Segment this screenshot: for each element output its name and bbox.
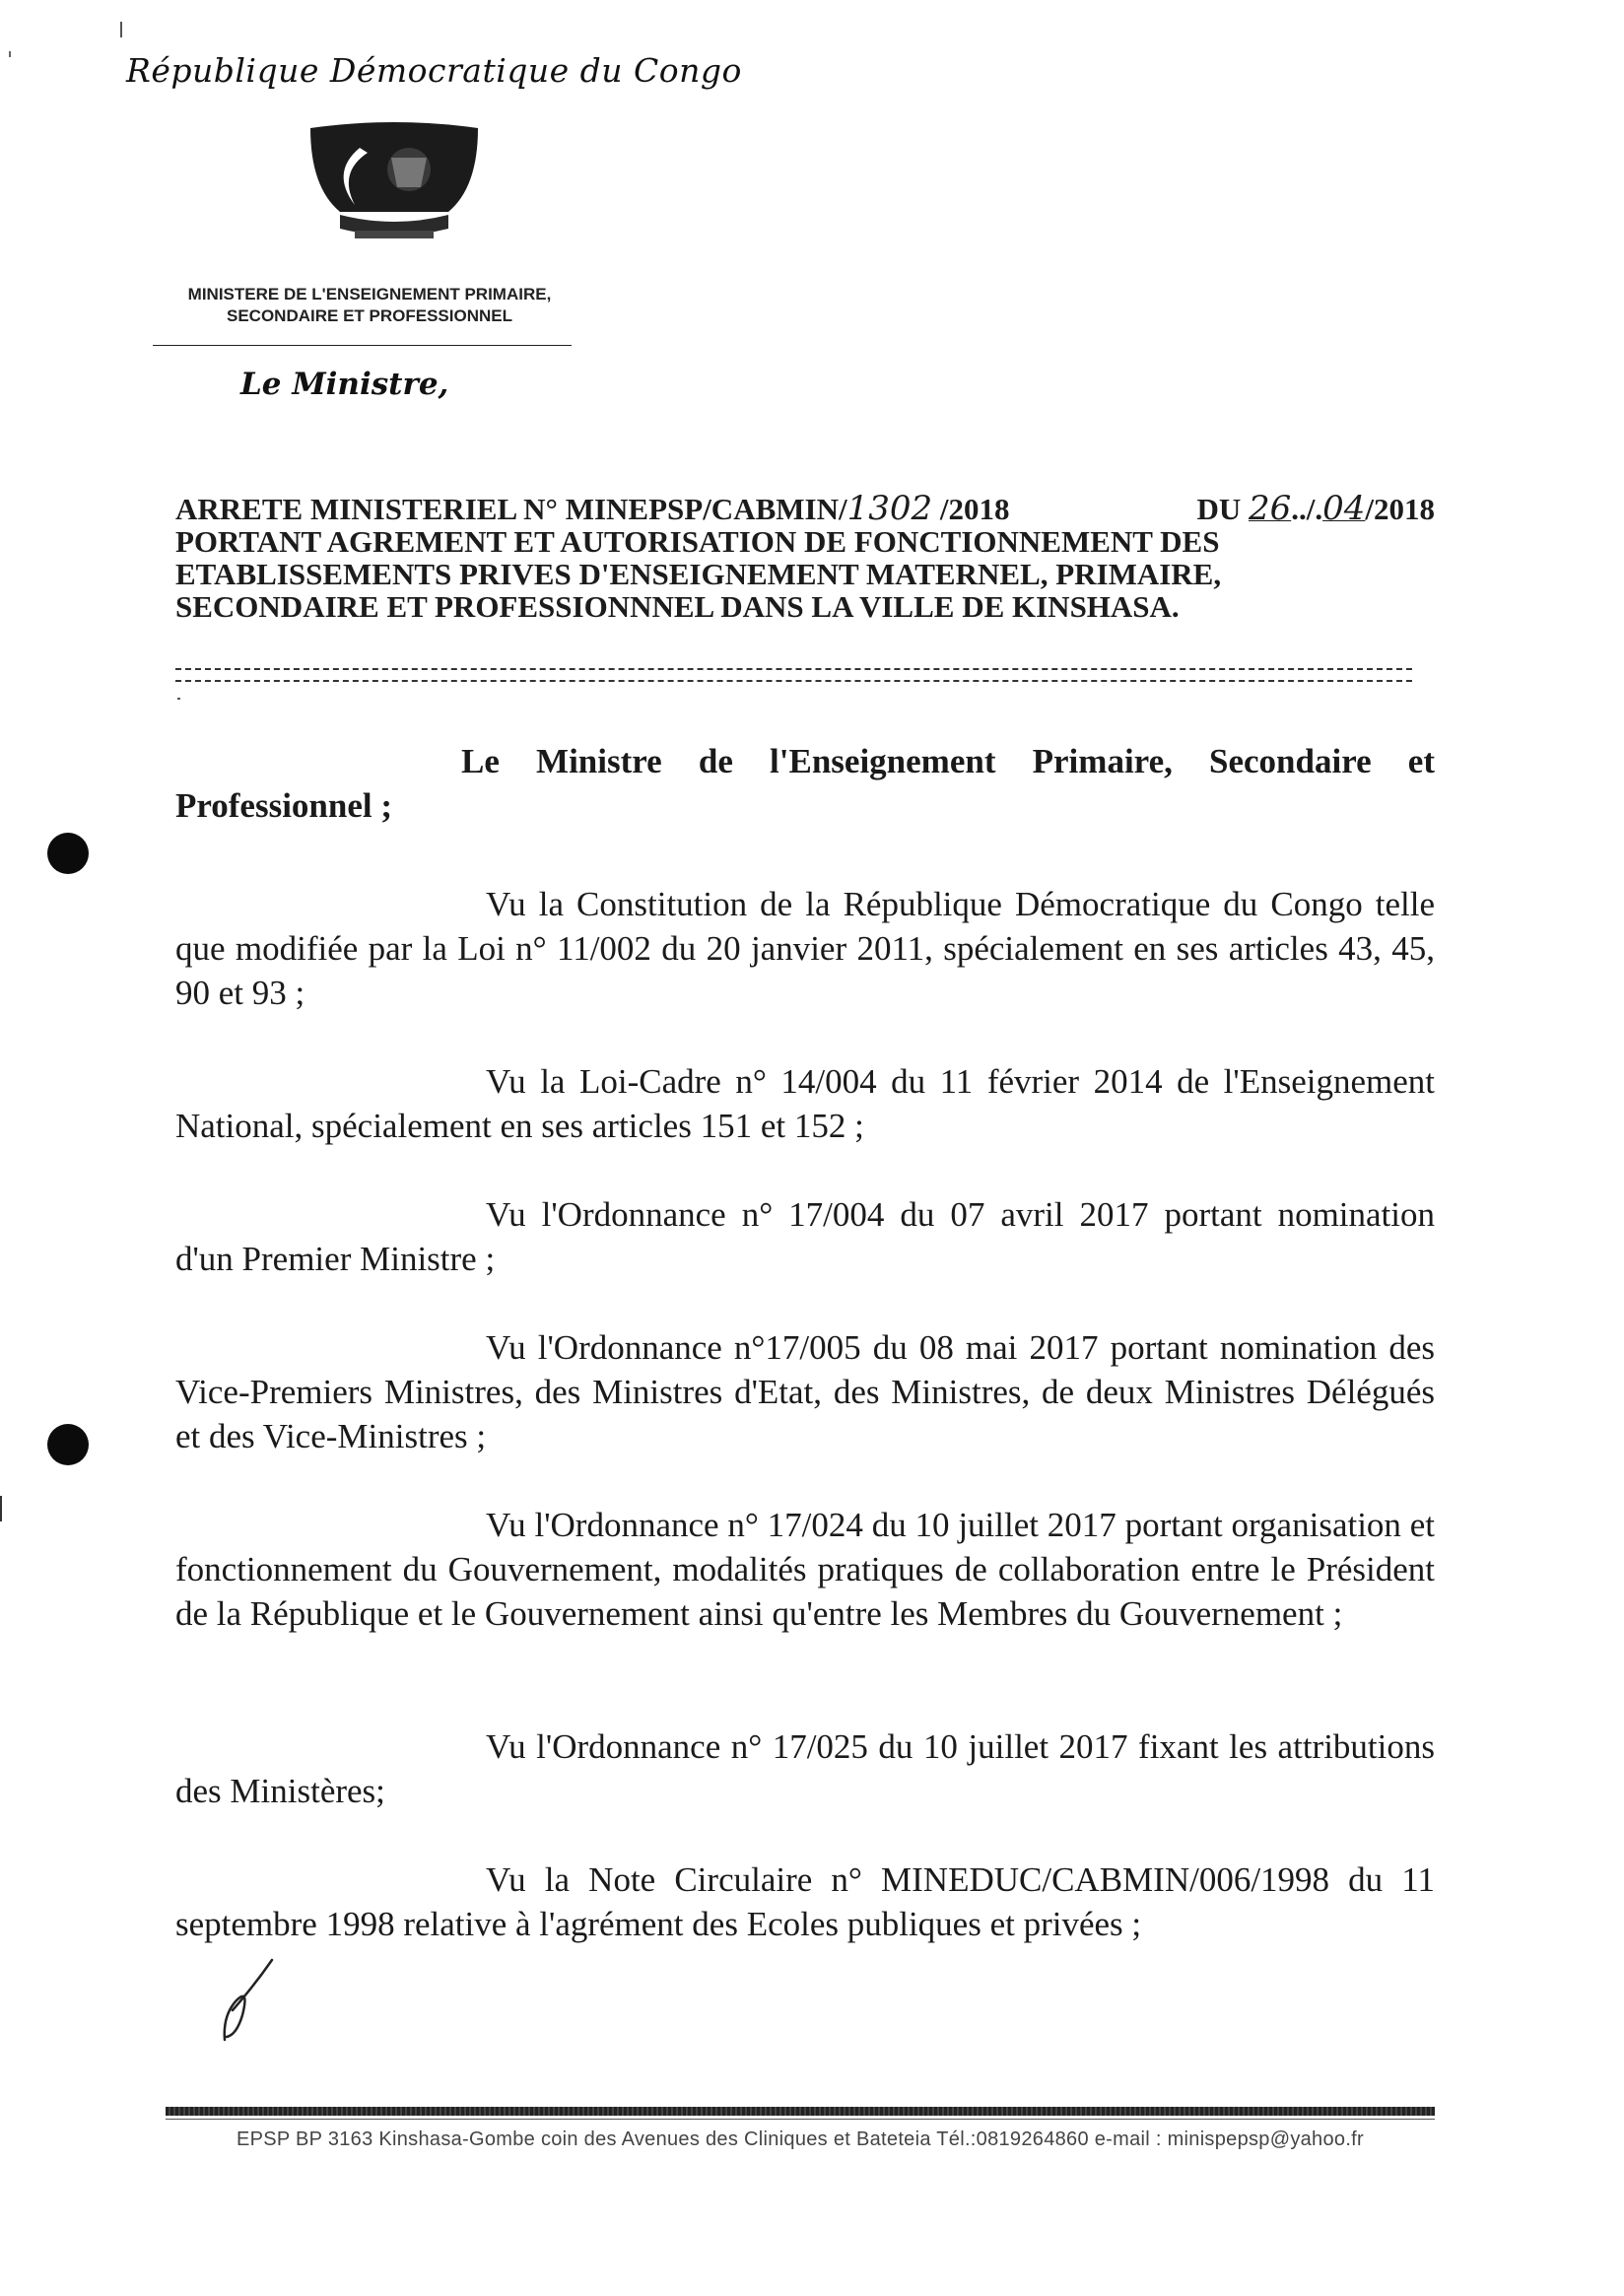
arrete-date [1196,489,1435,528]
scan-mark [177,698,180,700]
consideration-paragraph: Vu la Note Circulaire n° MINEDUC/CABMIN/006/1998 du 11 septembre 1998 relative à l'agrément des Ecoles publiques et privées ; [175,1860,1435,1943]
footer-rule [166,2107,1435,2116]
scan-mark [0,1496,2,1521]
ministry-line: SECONDAIRE ET PROFESSIONNEL [227,306,512,325]
consideration-paragraph: Vu la Loi-Cadre n° 14/004 du 11 février 2014 de l'Enseignement National, spécialement en ses articles 151 et 152 ; [175,1062,1435,1145]
arrete-prefix: ARRETE MINISTERIEL N° MINEPSP/CABMIN/ [175,492,847,526]
consideration-paragraph: Vu l'Ordonnance n° 17/024 du 10 juillet 2017 portant organisation et fonctionnement du Gouvernement, modalités pratiques de collaboration entre le Président de la République et le Gouvernement ainsi qu'entre les Membres du Gouvernement ; [175,1506,1435,1633]
consideration-paragraph: Vu l'Ordonnance n°17/005 du 08 mai 2017 portant nomination des Vice-Premiers Ministres, des Ministres d'Etat, des Ministres, de deux Ministres Délégués et des Vice-Ministres ; [175,1328,1435,1455]
arrete-title-line: PORTANT AGREMENT ET AUTORISATION DE FONCTIONNEMENT DES [175,524,1220,559]
arrete-du: DU [1196,492,1242,526]
arrete-reference [175,489,1010,528]
preamble: Le Ministre de l'Enseignement Primaire, Secondaire et Professionnel ; [175,742,1435,825]
ministry-line: MINISTERE DE L'ENSEIGNEMENT PRIMAIRE, [187,285,552,304]
handwritten-initials [215,1956,274,2045]
punch-hole [47,833,89,874]
handwritten-day: 26 [1248,489,1292,528]
arrete-year: /2018 [939,492,1010,526]
date-separator: ../. [1291,492,1323,526]
ministry-divider [153,345,572,346]
consideration-paragraph: Vu l'Ordonnance n° 17/004 du 07 avril 2017 portant nomination d'un Premier Ministre ; [175,1195,1435,1278]
arrete-title [175,489,1435,624]
arrete-date-year: /2018 [1365,492,1435,526]
ministry-name [148,284,591,327]
punch-hole [47,1424,89,1465]
arrete-title-line: SECONDAIRE ET PROFESSIONNNEL DANS LA VILLE DE KINSHASA. [175,589,1180,624]
scan-mark [120,22,122,37]
coat-of-arms-emblem [301,118,488,256]
consideration-paragraph: Vu l'Ordonnance n° 17/025 du 10 juillet 2017 fixant les attributions des Ministères; [175,1727,1435,1810]
footer-rule [166,2119,1435,2120]
handwritten-month: 04 [1322,489,1366,528]
footer-address: EPSP BP 3163 Kinshasa-Gombe coin des Avenues des Cliniques et Bateteia Tél.:0819264860 e-mail : minispepsp@yahoo.fr [236,2128,1364,2150]
letterhead-country: République Démocratique du Congo [126,51,742,90]
title-double-rule [175,668,1412,682]
handwritten-number: 1302 [846,489,933,528]
consideration-paragraph: Vu la Constitution de la République Démocratique du Congo telle que modifiée par la Loi n° 11/002 du 20 janvier 2011, spécialement en ses articles 43, 45, 90 et 93 ; [175,885,1435,1012]
arrete-title-line: ETABLISSEMENTS PRIVES D'ENSEIGNEMENT MATERNEL, PRIMAIRE, [175,557,1222,591]
arrete-title-line [175,489,1435,528]
signatory-title: Le Ministre, [240,367,449,402]
scan-mark [9,51,11,57]
